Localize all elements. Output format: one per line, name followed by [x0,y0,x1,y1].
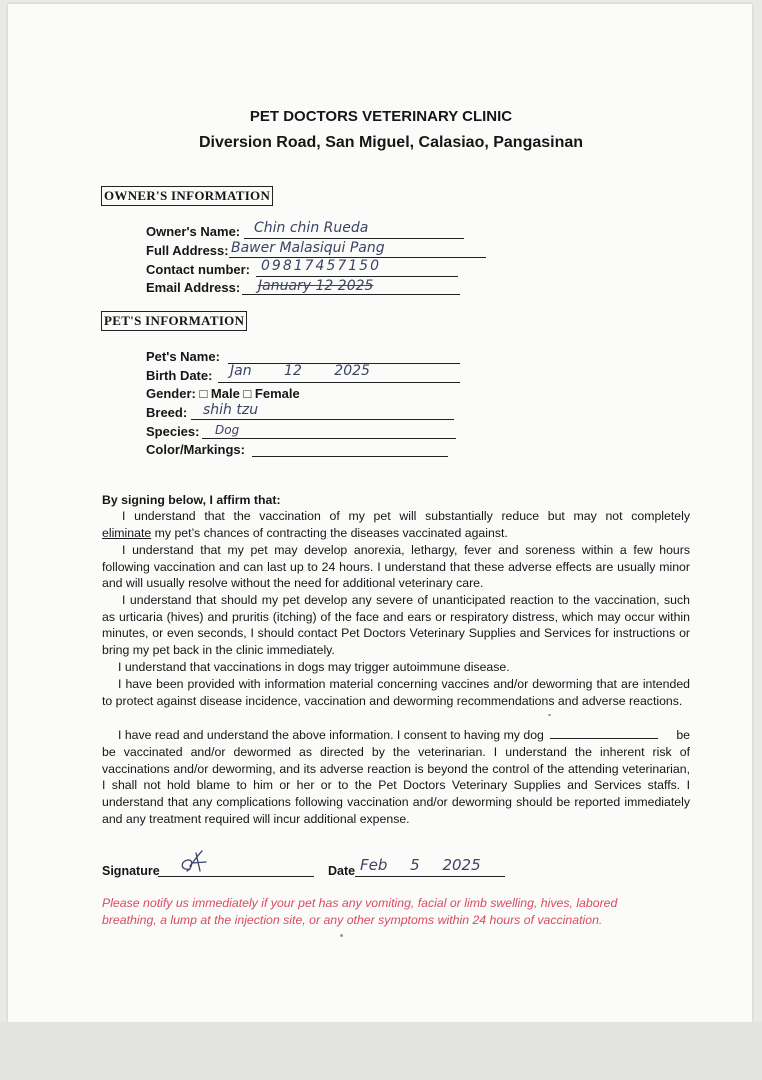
dog-name-blank[interactable] [550,727,658,739]
scan-speck [548,714,551,716]
birth-date-value[interactable]: Jan 12 2025 [230,363,370,379]
owner-section-title: OWNER'S INFORMATION [101,186,273,206]
breed-label: Breed: [146,405,188,420]
contact-number-label: Contact number: [146,262,250,277]
owner-name-line [244,238,464,239]
contact-number-line [256,276,458,277]
full-address-label: Full Address: [146,243,229,258]
signature-scribble [176,847,216,879]
affirmation-p1-rest: my pet’s chances of contracting the diseases vaccinated against. [151,526,508,540]
affirmation-p3: I understand that should my pet develop any severe of unanticipated reaction to the vaccination, such as urticaria (hives) and pruritis (itching) of the face and ears or respiratory distress, which may occur within minutes, or even seconds, I should contact Pet Doctors Veterinary Supplies and Services for instructions or bring my pet back in the clinic immediately. [102,593,690,658]
gender-label: Gender: □ Male □ Female [146,386,300,401]
scan-speck [340,934,343,937]
affirmation-p6-first-line: I have read and understand the above information. I consent to having my dog be [118,728,690,742]
affirmation-p1-line2 [102,525,690,542]
scan-background [0,1022,762,1080]
signature-label: Signature [102,864,160,878]
affirmation-p6-before: I have read and understand the above information. I consent to having my dog [118,728,544,742]
species-label: Species: [146,424,200,439]
pet-name-label: Pet's Name: [146,349,220,364]
eliminate-word: eliminate [102,526,152,540]
owner-name-label: Owner's Name: [146,224,241,239]
species-value[interactable]: Dog [215,423,240,437]
clinic-name: PET DOCTORS VETERINARY CLINIC [249,108,513,125]
affirmation-p2: I understand that my pet may develop anorexia, lethargy, fever and soreness within a few hours following vaccination and can last up to 24 hours. I understand that these adverse effects are usually minor and will usually resolve without the need for additional veterinary care. [102,543,690,591]
email-address-line [242,294,460,295]
date-line [355,876,505,877]
breed-line [191,419,454,420]
pet-section-title: PET'S INFORMATION [101,311,247,331]
affirmation-p1-line1: I understand that the vaccination of my pet will substantially reduce but may not completely [122,509,690,523]
color-markings-label: Color/Markings: [146,442,245,457]
owner-name-value[interactable]: Chin chin Rueda [254,220,369,236]
date-value[interactable]: Feb 5 2025 [360,856,481,874]
affirmation-p4: I understand that vaccinations in dogs may trigger autoimmune disease. [118,660,510,674]
email-address-label: Email Address: [146,280,241,295]
affirmation-heading: By signing below, I affirm that: [102,493,281,507]
affirmation-p5: I have been provided with information material concerning vaccines and/or deworming that are intended to protect against disease incidence, vaccination and deworming recommendations and adverse reactions. [102,677,690,708]
contact-number-value[interactable]: 09817457150 [261,258,381,274]
email-address-value[interactable]: January 12 2025 [258,278,374,294]
date-label: Date [328,864,356,878]
full-address-value[interactable]: Bawer Malasiqui Pang [231,240,385,256]
notice-line2: breathing, a lump at the injection site, or any other symptoms within 24 hours of vaccination. [102,913,603,927]
breed-value[interactable]: shih tzu [203,402,259,418]
notice-line1: Please notify us immediately if your pet has any vomiting, facial or limb swelling, hives, labored [102,896,618,910]
birth-date-label: Birth Date: [146,368,213,383]
affirmation-p6-after: be vaccinated and/or dewormed as directed by the veterinarian. I understand the inherent risk of vaccinations and/or deworming, and its adverse reaction is beyond the control of the attending veterinarian, I shall not hold blame to him or her or to the Pet Doctors Veterinary Supplies and Services staffs. I understand that any complications following vaccination and/or deworming should be reported immediately and any treatment required will incur additional expense. [102,745,690,826]
clinic-address: Diversion Road, San Miguel, Calasiao, Pangasinan [198,134,584,151]
species-line [202,438,456,439]
affirmation-p1 [102,508,690,525]
signature-mark [176,847,216,884]
color-markings-line [252,456,448,457]
birth-date-line [218,382,460,383]
